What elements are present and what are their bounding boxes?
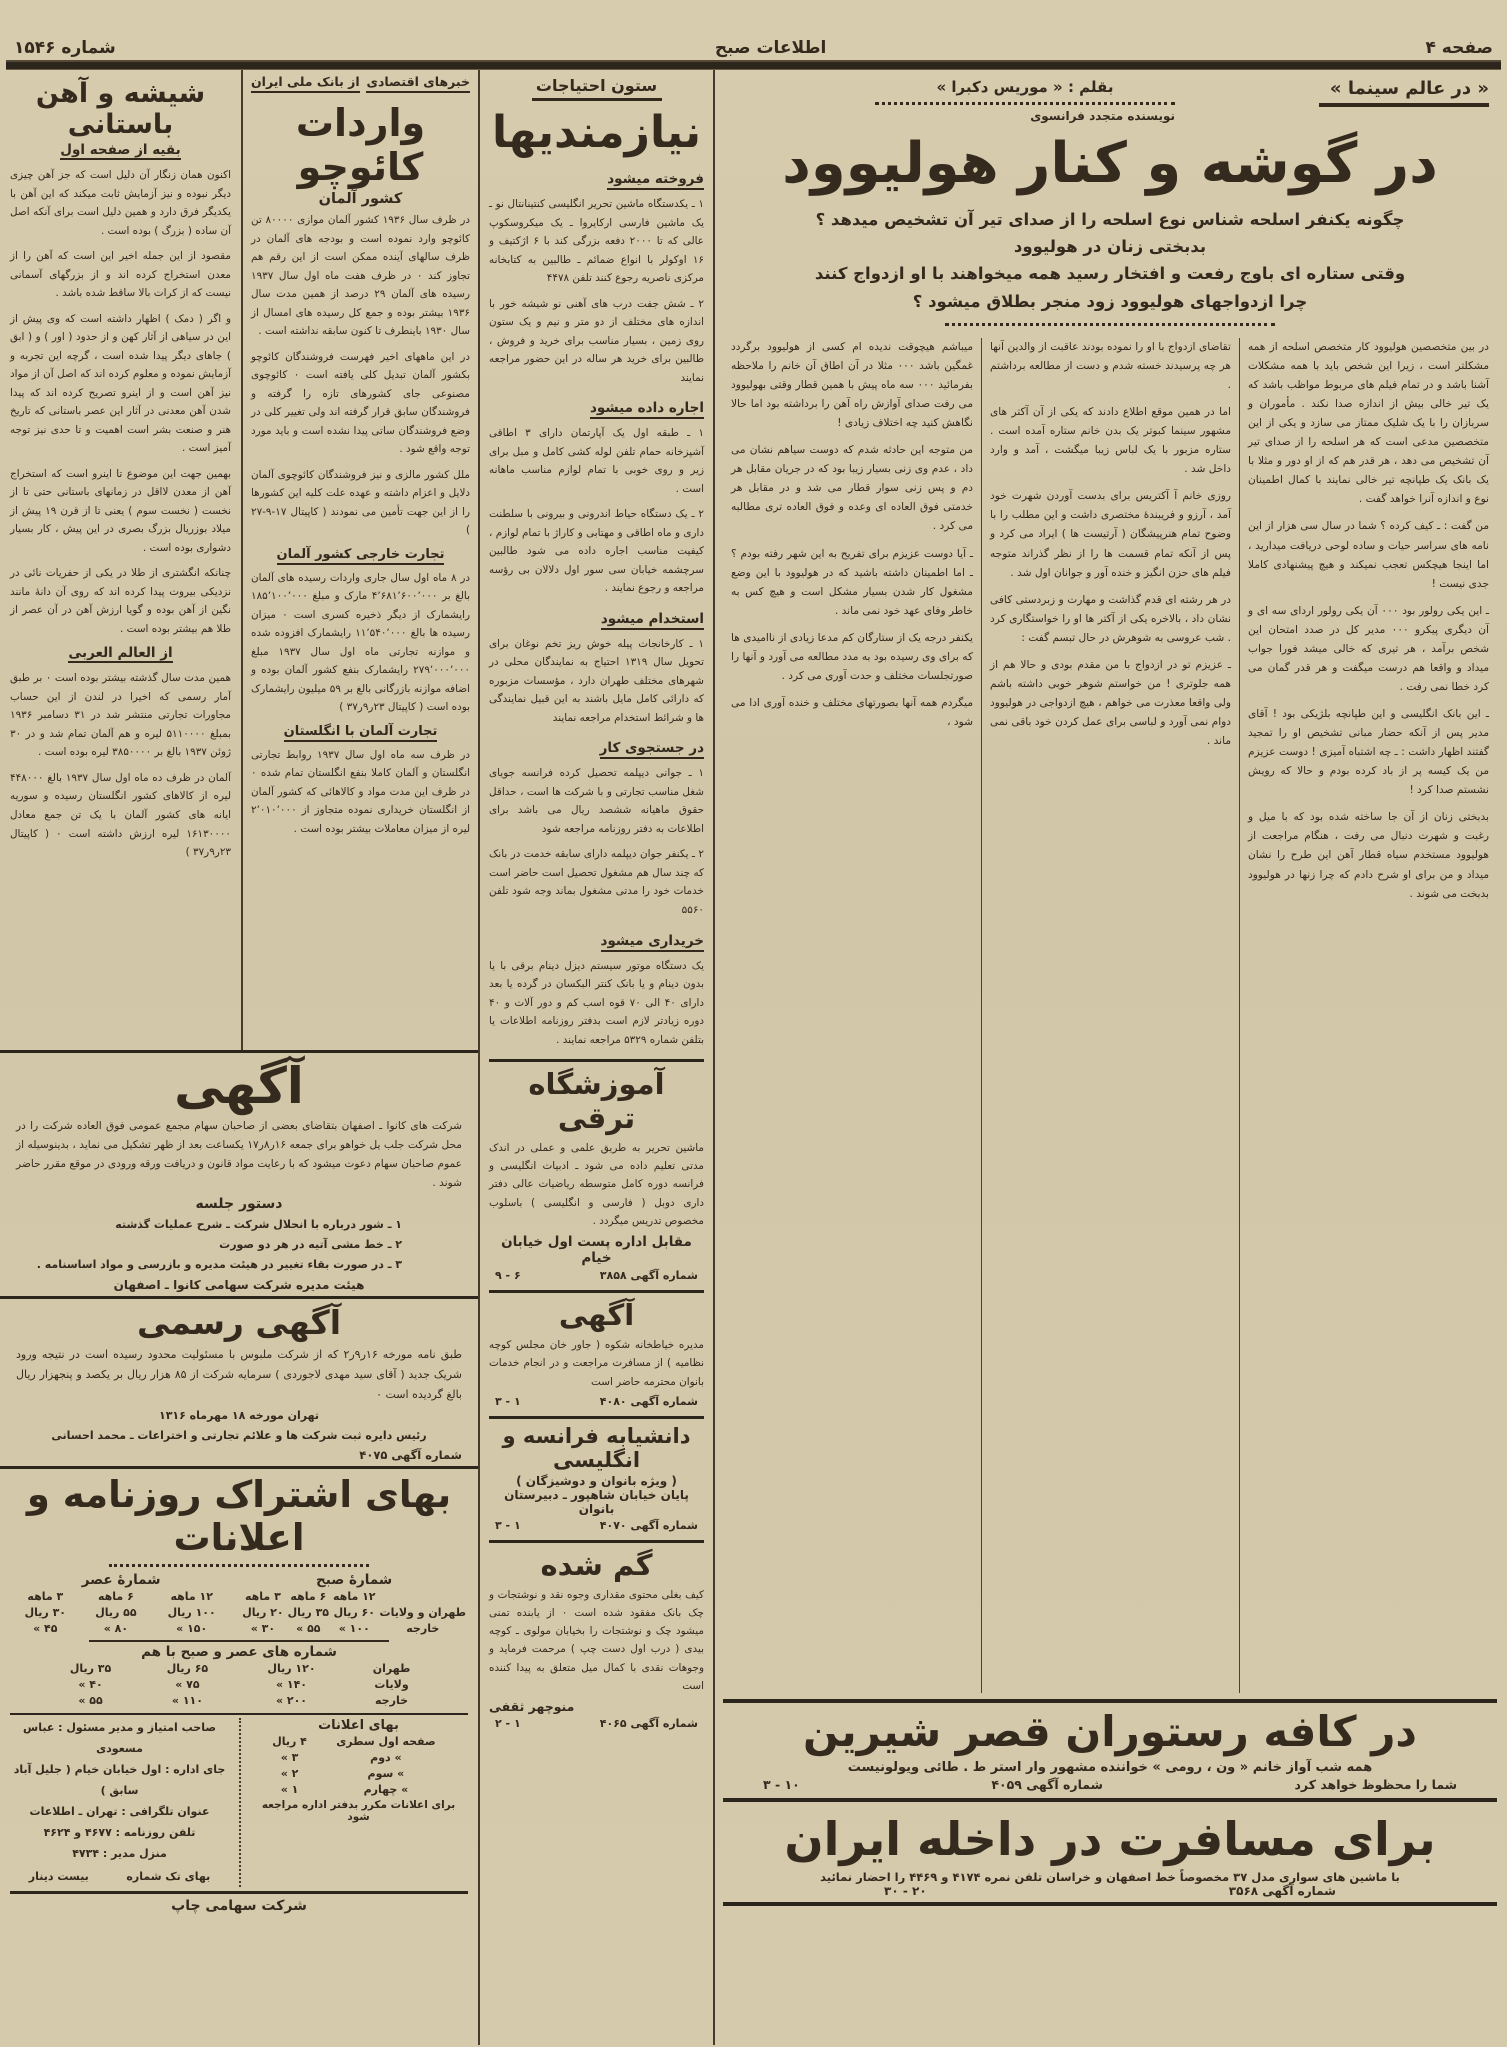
rate-value: ۳ »: [280, 1750, 299, 1764]
price-cell: ۴۵ »: [33, 1621, 58, 1635]
masthead-row: [0, 0, 1507, 60]
kanva-company-ad: [0, 1050, 478, 1296]
official-notice-title: آگهی رسمی: [136, 1302, 342, 1342]
cafe-ad-title: در کافه رستوران قصر شیرین: [803, 1706, 1417, 1756]
morning-label: شمارهٔ صبح: [316, 1572, 393, 1589]
price-cell: ۸۰ »: [103, 1621, 129, 1635]
classified-item: ۱ ـ یکدستگاه ماشین تحریر انگلیسی کنتینانتال نو ـ یک ماشین فارسی ارکایروا ـ یک میکروسکوپ عالی که تا ۲۰۰۰ دفعه بزرگی کند با ۶ اژکتیف و ۱۶ اوکولر با انواع ضمائم ـ طالبین به کتابخانه مرکزی ناصریه رجوع کنند تلفن ۴۴۷۸: [489, 198, 704, 285]
ad-run: ۱ - ۳: [495, 1518, 521, 1532]
travel-ad-run: ۲۰ - ۳۰: [884, 1883, 927, 1898]
masthead-rule: [6, 60, 1501, 70]
col-6mo: ۶ ماهه: [290, 1589, 327, 1603]
rate-value: ۴ ریال: [272, 1734, 307, 1748]
travel-ad-number: شماره آگهی ۳۵۶۸: [1228, 1883, 1336, 1898]
paragraph: در ظرف سال ۱۹۳۶ کشور آلمان موازی ۸۰۰۰۰ تن کائوچو وارد نموده است و بودجه های آلمان در ظرف سالهای آینده ممکن است از این رقم هم تجاوز کند ۰ در ظرف هفت ماه اول سال ۱۹۳۷ رسیده های آلمان ۲۹ درصد از همین مدت سال ۱۹۳۶ بیشتر بوده و جمع کل رسیده های امسال از سال ۱۹۳۰ باینطرف تا کنون سابقه نداشته است .: [251, 214, 471, 338]
glass-article-title: شیشه و آهن باستانی: [35, 78, 206, 140]
classified-item: ۱ ـ طبقه اول یک آپارتمان دارای ۳ اطاقی آشپزخانه حمام تلفن لوله کشی کامل و مبل برای زیر و روی خوبی با تمام لوازم مناسب ماهانه است .: [489, 427, 704, 495]
paragraph: در بین متخصصین هولیوود کار متخصص اسلحه از همه مشکلتر است ، زیرا این شخص باید با همه مشکلات آشنا باشد و در تمام فیلم های مربوط مواظب باشد که یک تیر خالی بیش از اندازه صدا نکند . مأموران و سربازان را با یک شلیک ممتاز می سازد و یکی از این متخصصین مدعی است که هر اسلحه را از صدای تیر آن تشخیص می دهد ، هر قدر هم که از او دور و مثلا با یک بانک یک طپانچه تیر خالی نمایند با کمال اطمینان نوع و اندازه آنرا خواهد گفت .: [1248, 340, 1489, 506]
cafe-restaurant-ad: [723, 1699, 1497, 1802]
paragraph: میباشم هیچوقت ندیده ام کسی از هولیوود برگردد غمگین باشد ۰۰۰ مثلا در آن اطاق آن خانم را ملاحظه بفرمائید ۰۰۰ سه ماه پیش با همین قطار وقتی بهولیوود می رفت صدای آوازش راه آهن را برداشته بود اما حالا نگاهش کنید چه اختلاف زیادی !: [731, 340, 974, 430]
cinema-column-3: [723, 338, 981, 1693]
kanva-ad-title: آگهی: [174, 1057, 304, 1115]
classified-item: ۲ ـ شش جفت درب های آهنی نو شیشه خور با اندازه های مختلف از دو متر و نیم و یک ستون روی زمین ، بسیار مناسب برای خرید و فروش ، طالبین برای خرید هر ساله در این حضور مراجعه نمایند: [489, 297, 704, 384]
classified-item: ۱ ـ کارخانجات پیله خوش ریز تخم نوغان برای تحویل سال ۱۳۱۹ احتیاج به نمایندگان محلی در شهرهای مختلف طهران دارد ، مؤسسات مزبوره که دارائی کامل مایل باشند به این قبیل نمایندگی ها و شرائط استخدام مراجعه نمایند: [489, 637, 704, 724]
glass-article-subhead: بقیه از صفحه اول: [60, 142, 181, 158]
official-notice-body: طبق نامه مورخه ۱۶ر۹ر۲ که از شرکت ملبوس با مسئولیت محدود رسیده است در نتیجه ورود شریک جدید ( آقای سید مهدی لاجوردی ) سرمایه شرکت از ۸۵ هزار ریال بر یکصد و پنجهزار ریال بالغ گردیده است ۰: [16, 1347, 463, 1402]
economy-kicker-right: خبرهای اقتصادی: [366, 74, 470, 93]
table-row: [10, 1604, 232, 1620]
cafe-ad-line1: همه شب آواز خانم « ون ، رومی » خواننده مشهور وار استر ط . طائی ویولونیست: [847, 1759, 1373, 1775]
classifieds-kicker-rule: [532, 98, 662, 101]
rate-label: » سوم: [367, 1766, 405, 1780]
row-label: ولایات: [374, 1677, 409, 1691]
table-row: [240, 1620, 468, 1636]
cinema-header-row: [723, 76, 1497, 125]
rates-imprint-row: [10, 1713, 468, 1887]
imprint-line: صاحب امتیاز و مدیر مسئول : عباس مسعودی: [23, 1721, 216, 1756]
paragraph: تقاضای ازدواج با او را نموده بودند عاقبت از والدین آنها هر چه پرسیدند خسته شدم و دست از مطالعه برداشتم .: [990, 340, 1231, 391]
ad-number: شماره آگهی ۴۰۸۰: [599, 1394, 698, 1408]
paragraph: مقصود از این جمله اخیر این است که آهن را از معدن استخراج کرده اند و از بزرگهای آسمانی نیست که از کرات بالا ساقط شده باشد .: [10, 250, 231, 300]
language-school-address: پایان خیابان شاهپور ـ دبیرستان بانوان: [504, 1487, 689, 1516]
paragraph: ـ آیا دوست عزیزم برای تفریح به این شهر رفته بودم ؟ ـ اما اطمینان داشته باشید که در هولیوود با این وضع مشغول کار شدن بسیار مشکل است و هیچ کس به خاطر وفای عهد خود نمی ماند .: [731, 547, 973, 617]
tailor-ad-title: آگهی: [558, 1298, 635, 1333]
combined-rule: [89, 1640, 389, 1642]
price-cell: ۱۱۰ »: [171, 1693, 203, 1707]
imprint-line: تلفن روزنامه : ۴۶۷۷ و ۴۶۲۴: [43, 1825, 196, 1839]
agenda-list: [16, 1215, 462, 1274]
ad-number: شماره آگهی ۴۰۷۰: [599, 1518, 698, 1532]
classifieds-column: [478, 70, 715, 2045]
paragraph: اما در همین موقع اطلاع دادند که یکی از آن آکتر های مشهور سینما کبوتر یک بدن خانم ستاره آمده است . ستاره مزبور با یک لباس زیبا میگشت ، آمد و وارد داخل شد .: [990, 406, 1231, 476]
glass-arab-world-subhead: از العالم العربی: [68, 645, 173, 662]
imprint-block: [10, 1718, 239, 1887]
deck-line: وقتی ستاره ای باوج رفعت و افتخار رسید همه میخواهند با او ازدواج کنند: [814, 264, 1406, 284]
ad-rates-note: برای اعلانات مکرر بدفتر اداره مراجعه شود: [261, 1799, 456, 1824]
section-wanted-to-buy: [489, 930, 704, 1050]
lost-ad-title: گم شده: [540, 1547, 653, 1582]
rate-value: ۱ »: [280, 1782, 299, 1796]
cafe-ad-meta: [733, 1775, 1487, 1794]
cinema-byline-sub: نویسنده متجدد فرانسوی: [1030, 109, 1175, 123]
issue-number: شماره ۱۵۴۶: [14, 38, 116, 58]
economy-subhead-england: تجارت آلمان با انگلستان: [284, 724, 438, 742]
deck-line: چرا ازدواجهای هولیوود زود منجر بطلاق میشود ؟: [912, 291, 1308, 311]
glass-iron-article: [0, 70, 241, 1050]
section-head: اجاره داده میشود: [590, 400, 704, 419]
cinema-column-1: [1239, 338, 1497, 1693]
table-row: [42, 1660, 436, 1676]
paragraph: همین مدت سال گذشته بیشتر بوده است ۰ بر طبق آمار رسمی که اخیرا در لندن از این حساب مجاورات تجارتی منتشر شد در ۳۱ دسامبر ۱۹۳۶ بمبلغ ۵۱۱۰۰۰۰ لیره و هم آلمان تمام شد و در ۳۰ ژوئن ۱۹۳۷ بالغ بر ۳۸۵۰۰۰۰ لیره بوده است .: [10, 672, 232, 759]
price-cell: ۱۰۰ »: [338, 1621, 370, 1635]
page-content: [0, 70, 1507, 2045]
paragraph: در ۸ ماه اول سال جاری واردات رسیده های آلمان بالغ بر ۴٬۶۸۱٬۶۰۰٬۰۰۰ مارک و مبلغ ۱۸۵٬۱۰۰٬۰۰۰ رایشمارک از دیگر ذخیره کسری است ۰ میزان رسیده ها بالغ ۱۱٬۵۴۰٬۰۰۰ رایشمارک افزوده شده و موازنه تجارتی ماه اول سال ۱۹۳۷ مبلغ ۲۷۹٬۰۰۰٬۰۰۰ رایشمارک بنفع کشور آلمان بوده و اضافه موازنه بازرگانی بالغ بر ۵۹ میلیون رایشمارک بوده است ( کاپیتال ۲۳ر۹ر۳۷ ): [251, 571, 470, 714]
imprint-line: عنوان تلگرافی : تهران ـ اطلاعات: [29, 1804, 210, 1818]
imprint-line: جای اداره : اول خیابان خیام ( جلیل آباد سابق ): [13, 1763, 226, 1798]
kanva-ad-signature: هیئت مدیره شرکت سهامی کانوا ـ اصفهان: [113, 1277, 365, 1292]
economy-article: [241, 70, 478, 1050]
section-job-seeking: [489, 737, 704, 919]
section-head: خریداری میشود: [601, 933, 704, 952]
cafe-ad-line2: شما را محظوظ خواهد کرد: [1294, 1776, 1457, 1792]
paragraph: ملل کشور مالزی و نیز فروشندگان کائوچوی آلمان دلایل و اعزام داشته و عهده علت کلیه این کشورها را از این جهت تأمین می نمودند ( کاپیتال ۱۷-۹-۲۷ ): [251, 468, 470, 537]
price-cell: ۲۰ ریال: [242, 1605, 284, 1619]
subscription-dotted-rule: [109, 1564, 369, 1567]
paragraph: میگردم همه آنها بصورتهای مختلف و خنده آوری ادا می شود ،: [731, 696, 973, 728]
kanva-ad-body: شرکت های کانوا ـ اصفهان بتقاضای بعضی از صاحبان سهام مجمع عمومی فوق العاده شرکت را در محل شرکت جلب یل خواهو برای جمعه ۱۶ر۸ر۱۷ یکساعت بعد از ظهر تشکیل می نماید ، بدینوسیله از عموم صاحبان سهام دعوت میشود که با رعایت مواد قانون و دریافت ورقه ورودی در موقع مقرر حاضر شوند .: [16, 1120, 462, 1190]
agenda-item: ۳ ـ در صورت بقاء تغییر در هیئت مدیره و بازرسی و مواد اساسنامه .: [36, 1257, 402, 1271]
ad-number: شماره آگهی ۳۸۵۸: [599, 1269, 698, 1283]
rate-row: [262, 1765, 455, 1781]
rate-value: ۲ »: [280, 1766, 299, 1780]
table-row: [42, 1692, 436, 1708]
official-notice-date: تهران مورخه ۱۸ مهرماه ۱۳۱۶: [158, 1408, 319, 1422]
economy-title: واردات کائوچو: [295, 101, 426, 189]
price-cell: ۶۵ ریال: [166, 1661, 209, 1675]
rate-label: صفحه اول سطری: [336, 1734, 436, 1748]
cafe-ad-run: ۱۰ - ۳: [763, 1776, 800, 1792]
section-for-rent: [489, 397, 704, 598]
travel-ad-meta: [733, 1884, 1487, 1898]
paragraph: من متوجه این حادثه شدم که دوست سیاهم نشان می داد ، عدم وی زنی بسیار زیبا بود که در جریان مقابل هر دم و پس زنی سوار قطار می شد و در مقابل هر خدمتی فوق العاده ای وعده و فوق العاده تری مطالبه می کرد .: [731, 444, 973, 533]
classified-item: یک دستگاه موتور سیستم دیزل دینام برقی با یا بدون دینام و یا بانک کنتر البکسان در گرده یا بعد دارای ۴۰ الی ۷۰ قوه اسب کم و دور آلات و ۴۰ دوره زیادتر لازم است بدفتر روزنامه اطلاعات یا بتلفن شماره ۵۳۲۹ مراجعه نمایند .: [489, 959, 704, 1046]
ad-run: ۱ - ۲: [495, 1716, 521, 1730]
tailor-ad-body: مدیره خیاطخانه شکوه ( جاور خان مجلس کوچه نظامیه ) از مسافرت مراجعت و در انجام خدمات بانوان محترمه حاضر است: [489, 1339, 704, 1388]
price-cell: ۱۲۰ ریال: [267, 1661, 316, 1675]
price-cell: ۳۵ ریال: [287, 1605, 330, 1619]
economy-kicker-row: [251, 74, 470, 93]
classified-item: ۲ ـ یک دستگاه حیاط اندرونی و بیرونی با سلطنت داری و ماه اطاقی و مهتابی و کاراژ با تمام لوازم ، کیفیت مناسب اجاره داده می شود طالبین سرچشمه خیابان سی سور اول دلالان بی رؤسه مراجعه و رجوع نمایند .: [489, 508, 704, 595]
cinema-byline-wrap: [875, 78, 1175, 123]
evening-edition-table: [10, 1572, 232, 1636]
paragraph: در ظرف سه ماه اول سال ۱۹۳۷ روابط تجارتی انگلستان و آلمان کاملا بنفع انگلستان تمام شده ۰ در ظرف این مدت مواد و کالاهائی که کشور آلمان از انگلستان خریداری نموده متجاوز از ۲٬۰۱۰٬۰۰۰ لیره از میزان معاملات بیشتر بوده است .: [251, 748, 470, 835]
deck-line: چگونه یکنفر اسلحه شناس نوع اسلحه را از صدای تیر آن تشخیص میدهد ؟: [815, 210, 1405, 229]
table-row: [42, 1676, 436, 1692]
paragraph: ـ این یکی رولور بود ۰۰۰ آن یکی رولور اردای سه ای و آن دیگری پیکرو ۰۰۰ مدیر کل در صدد امتحان این شخص برآمد ، هر تیری که خالی میشد فورا جواب میداد و واقعا هم درست میگفت و هر قدر گمان می کرد خطا نمی رفت .: [1248, 604, 1490, 693]
col-12mo: ۱۲ ماهه: [170, 1589, 213, 1603]
classified-item: ۲ ـ یکنفر جوان دیپلمه دارای سابقه خدمت در بانک که چند سال هم مشغول تحصیل است حاضر است خدمات خود را مدتی مشغول بماند وجه شود تلفن ۵۵۶۰: [489, 848, 704, 916]
paragraph: بهمین جهت این موضوع تا اینرو است که استخراج آهن از معدن لااقل در زمانهای باستانی حتی تا از نخست ( نخست سوم ) یعنی تا از قرن ۱۹ پیش از میلاد بوزریال بزرگ بصری در این پیش ، کار بسیار دشواری بوده است .: [10, 467, 231, 554]
official-notice: [0, 1296, 478, 1467]
official-notice-meta: [16, 1448, 462, 1462]
classifieds-title: نیازمندیها: [491, 107, 702, 158]
paragraph: یکنفر درجه یک از ستارگان کم مدعا زیادی از ناامیدی ها که برای وی رسیده بود به مدد مطالعه می آورد و آنها را صورتجلسات مختلف و حدت آوری می کرد .: [731, 631, 973, 682]
economy-subhead-trade: تجارت خارجی کشور آلمان: [277, 547, 445, 565]
price-cell: ۱۰۰ ریال: [167, 1605, 216, 1619]
ad-run: ۶ - ۹: [495, 1269, 521, 1283]
page-number: صفحه ۴: [1425, 38, 1493, 58]
price-cell: ۳۰ »: [250, 1621, 276, 1635]
single-copy-price: [10, 1867, 229, 1888]
paragraph: در هر رشته ای قدم گذاشت و مهارت و زبردستی کافی نشان داد ، بالاخره یکی از آکتر ها او را خواستگاری کرد . شب عروسی به شوهرش در حال تبسم گفت :: [990, 593, 1231, 644]
left-top-columns: [0, 70, 478, 1050]
section-for-sale: [489, 168, 704, 387]
language-school-ad: [489, 1416, 704, 1532]
price-cell: ۵۵ »: [78, 1693, 103, 1707]
rate-row: [262, 1733, 455, 1749]
col-3mo: ۳ ماهه: [27, 1589, 64, 1603]
deck-dotted-rule: [945, 323, 1275, 326]
cinema-body-columns: [723, 338, 1497, 1693]
section-head: استخدام میشود: [601, 611, 704, 630]
price-cell: ۶۰ ریال: [333, 1605, 375, 1619]
school-ad-address: مقابل اداره پست اول خیابان خیام: [501, 1234, 692, 1267]
lost-item-ad: [489, 1540, 704, 1730]
language-school-meta: [489, 1519, 704, 1532]
ad-run: ۱ - ۳: [495, 1394, 521, 1408]
travel-ad-title: برای مسافرت در داخله ایران: [784, 1811, 1436, 1866]
school-ad: [489, 1059, 704, 1282]
cinema-column-2: [981, 338, 1239, 1693]
paragraph: اکنون همان زنگار آن دلیل است که جز آهن چیزی دیگر نبوده و نیز آزمایش ثابت میکند که این آهن با یکدیگر فرق دارد و همین دلیل است برای آنکه اصل آن ساده ( بزرگ ) بوده است .: [10, 169, 231, 237]
paragraph: روزی خانم آ آکتریس برای بدست آوردن شهرت خود آمد ، آرزو و فریبندهٔ مختصری داشت و این مطلب را با وضوح تمام هنرپیشگان ( آرتیست ها ) ایراد می کرد و پس از آنکه تمام قسمت ها را از نظر گذراند متوجه فیلم های حزن انگیز و خنده آور و جوانان اول شد .: [990, 490, 1231, 579]
row-label: خارجه: [406, 1621, 440, 1635]
paragraph: در این ماههای اخیر فهرست فروشندگان کائوچو بکشور آلمان تبدیل کلی یافته است ۰ کائوچوی مصنوعی جای کشورهای تازه را گرفته و فروشندگان سابق قرار گرفته اند ولی تغییر کلی در وضع فروشندگان ساتی پیدا نشده است و باید مورد توجه واقع شود .: [251, 350, 470, 456]
byline-dotted-rule: [875, 102, 1175, 105]
school-ad-title: آموزشگاه ترقی: [528, 1067, 665, 1136]
price-cell: ۵۵ »: [296, 1621, 321, 1635]
section-head: در جستجوی کار: [600, 740, 704, 759]
imprint-line: منزل مدیر : ۴۷۳۴: [72, 1846, 167, 1860]
morning-edition-table: [240, 1572, 468, 1636]
travel-ad-line1: با ماشین های سواری مدل ۳۷ مخصوصاً خط اصفهان و خراسان تلفن نمره ۴۱۷۴ و ۴۴۶۹ را احضار نمائید: [820, 1869, 1400, 1884]
table-header-row: [240, 1588, 468, 1604]
price-cell: ۳۵ ریال: [69, 1661, 112, 1675]
official-notice-signature: رئیس دایره ثبت شرکت ها و علائم تجارتی و اختراعات ـ محمد احسانی: [51, 1429, 427, 1443]
cinema-kicker-wrap: [1319, 78, 1489, 107]
section-hiring: [489, 608, 704, 728]
economy-subhead-germany: کشور آلمان: [318, 191, 403, 207]
language-school-sub: ( ویژه بانوان و دوشیزگان ): [516, 1473, 677, 1488]
cinema-kicker: « در عالم سینما »: [1329, 78, 1489, 99]
evening-label: شمارهٔ عصر: [81, 1572, 161, 1589]
masthead-title: اطلاعات صبح: [714, 38, 827, 58]
cinema-title: در گوشه و کنار هولیوود: [782, 131, 1438, 196]
row-label-col: [378, 1588, 468, 1604]
row-label: طهران: [372, 1661, 411, 1675]
price-cell: ۱۵۰ »: [176, 1621, 208, 1635]
col-3mo: ۳ ماهه: [245, 1589, 281, 1603]
cafe-ad-number: شماره آگهی ۴۰۵۹: [991, 1776, 1103, 1792]
price-cell: ۵۵ ریال: [95, 1605, 137, 1619]
price-cell: ۳۰ ریال: [24, 1605, 66, 1619]
single-copy-label: بهای تک شماره: [126, 1869, 211, 1883]
subscription-title: بهای اشتراک روزنامه و اعلانات: [26, 1473, 452, 1560]
row-label: خارجه: [375, 1693, 409, 1707]
lost-ad-meta: [489, 1717, 704, 1730]
cinema-deck: [723, 206, 1497, 315]
rate-row: [262, 1749, 455, 1765]
rate-row: [262, 1781, 455, 1797]
kicker-underline: [1319, 103, 1489, 107]
table-row: [240, 1604, 468, 1620]
price-cell: ۴۰ »: [78, 1677, 103, 1691]
ad-number: شماره آگهی ۴۰۶۵: [599, 1716, 698, 1730]
classifieds-kicker: ستون احتیاجات: [535, 76, 658, 95]
school-ad-meta: [489, 1269, 704, 1282]
deck-line: بدبختی زنان در هولیوود: [1013, 237, 1207, 257]
printer-line: شرکت سهامی چاپ: [10, 1891, 468, 1916]
ad-rates-title: بهای اعلانات: [318, 1718, 399, 1734]
tailor-ad: [489, 1290, 704, 1408]
paragraph: ـ عزیزم تو در ازدواج با من مقدم بودی و حالا هم از همه جلوتری ! من خواستم شوهر خوبی داشته باشم ولی واقعا معذرت می خواهم ، هیچ ازدواجی در هولیوود دوام نمی آورد و لباسی برای عمل کردن خود باقی نمی ماند .: [990, 658, 1231, 748]
price-cell: ۲۰۰ »: [275, 1693, 308, 1707]
price-cell: ۱۴۰ »: [275, 1677, 308, 1691]
agenda-head: دستور جلسه: [195, 1196, 283, 1213]
classified-item: ۱ ـ جوانی دیپلمه تحصیل کرده فرانسه جویای شغل مناسب تجارتی و با شرکت ها است ، حداقل حقوق ماهیانه ششصد ریال می باشد برای اطلاعات به دفتر روزنامه مراجعه شود: [489, 767, 704, 835]
tailor-ad-meta: [489, 1395, 704, 1408]
economy-kicker-left: از بانک ملی ایران: [251, 74, 360, 93]
ad-rates: [239, 1718, 468, 1887]
rate-label: » دوم: [370, 1750, 402, 1764]
paragraph: ـ این بانک انگلیسی و این طپانچه بلژیکی بود ! آقای مدیر پس از آنکه حضار مبانی تشخیص او را تمجید گفتند اظهار داشت : ـ چه اشتباه آمیزی ! دوست عزیزم من یک کیسه پر از باد کرده بودم و حالا که رویش نشستم صدا کرد !: [1248, 708, 1489, 797]
paragraph: آلمان در ظرف ده ماه اول سال ۱۹۳۷ بالغ ۴۴۸۰۰۰ لیره از کالاهای کشور انگلستان رسیده و سوریه ایانه های کشور آلمان با یک تن جمع معادل ۱۶۱۳۰۰۰۰ لیره ارزش داشته است ۰ ( کاپیتال ۲۳ر۹ر۳۷ ): [10, 771, 231, 859]
paragraph: چنانکه انگشتری از طلا در یکی از حفریات نائی در نزدیکی بیروت پیدا کرده اند که روی آن دانهٔ مانند نگین از آهن بوده و گویا ارزش آهن در آن عصر از طلا هم بیشتر بوده است .: [10, 567, 231, 635]
paragraph: بدبختی زنان از آن جا ساخته شده بود که با میل و رغبت و شهرت دنبال می رفت ، هنگام مراجعت از هولیوود مستخدم سیاه قطار آهن این طرح را نشان میداد و من برای او شرح دادم که چرا زنها در هولیوود بدبخت می شوند .: [1248, 811, 1489, 900]
lost-ad-body: کیف بغلی محتوی مقداری وجوه نقد و نوشتجات و چک بانک مفقود شده است ۰ از یابنده تمنی میشود چک و نوشتجات را بخیابان مولوی ـ کوچه بیدی ( درب اول دست چپ ) مرحمت فرماید و وجوهات نقدی با کمال میل متعلق به پیدا کننده است: [489, 1588, 704, 1692]
combined-label: شماره های عصر و صبح با هم: [141, 1644, 337, 1661]
agenda-item: ۲ ـ خط مشی آتیه در هر دو صورت: [219, 1238, 402, 1252]
col-12mo: ۱۲ ماهه: [333, 1589, 376, 1603]
ad-number: شماره آگهی ۴۰۷۵: [359, 1448, 462, 1463]
agenda-item: ۱ ـ شور درباره با انحلال شرکت ـ شرح عملیات گذشته: [115, 1218, 402, 1232]
row-label: طهران و ولایات: [379, 1605, 466, 1619]
rate-label: » چهارم: [363, 1782, 409, 1796]
left-region: [0, 70, 478, 2045]
travel-ad: [723, 1808, 1497, 1906]
price-cell: ۷۵ »: [175, 1677, 200, 1691]
language-school-title: دانشیابه فرانسه و انگلیسی: [502, 1423, 691, 1472]
cinema-byline: بقلم : « موریس دکبرا »: [936, 78, 1114, 96]
paragraph: من گفت : ـ کیف کرده ؟ شما در سال سی هزار از این نامه های سراسر حیات و ساده لوحی دریافت میدارید ، اما اینجا هیچکس تعجب نمیکند و هیچ پیشنهادی کاملا جدی نیست !: [1248, 520, 1489, 590]
single-copy-value: بیست دینار: [28, 1869, 89, 1883]
col-6mo: ۶ ماهه: [98, 1589, 134, 1603]
school-ad-body: ماشین تحریر به طریق علمی و عملی در اندک مدتی تعلیم داده می شود ـ ادبیات انگلیسی و فرانسه دوره کامل متوسطه ریاضیات عالی دفتر داری دوبل ( فارسی و انگلیسی ) باسلوب مخصوص تدریس میگردد .: [489, 1142, 704, 1227]
table-header-row: [10, 1588, 232, 1604]
subscription-tables: [10, 1572, 468, 1636]
table-row: [10, 1620, 232, 1636]
lost-ad-signature: منوچهر ثقفی: [489, 1698, 575, 1714]
cinema-article: [715, 70, 1507, 2045]
paragraph: و اگر ( دمک ) اظهار داشته است که وی پیش از این در سیاهی از آثار کهن و از حدود ( اور ) و ( ابق ) جاهای دیگر پیدا شده است ، گرچه این تجربه و آزمایش نموده و معلوم کرده اند که اصل آن از مواد نیز آهن است و از اینرو تصریح کرده اند که پیدا شدن آهن معدنی در آثار این عصر باستانی که تاریخ هنر و صنعت بشر است اهمیت و تا حدی نیز توجه آمیز است .: [10, 312, 231, 455]
subscription-block: [0, 1466, 478, 2045]
section-head: فروخته میشود: [607, 171, 704, 190]
